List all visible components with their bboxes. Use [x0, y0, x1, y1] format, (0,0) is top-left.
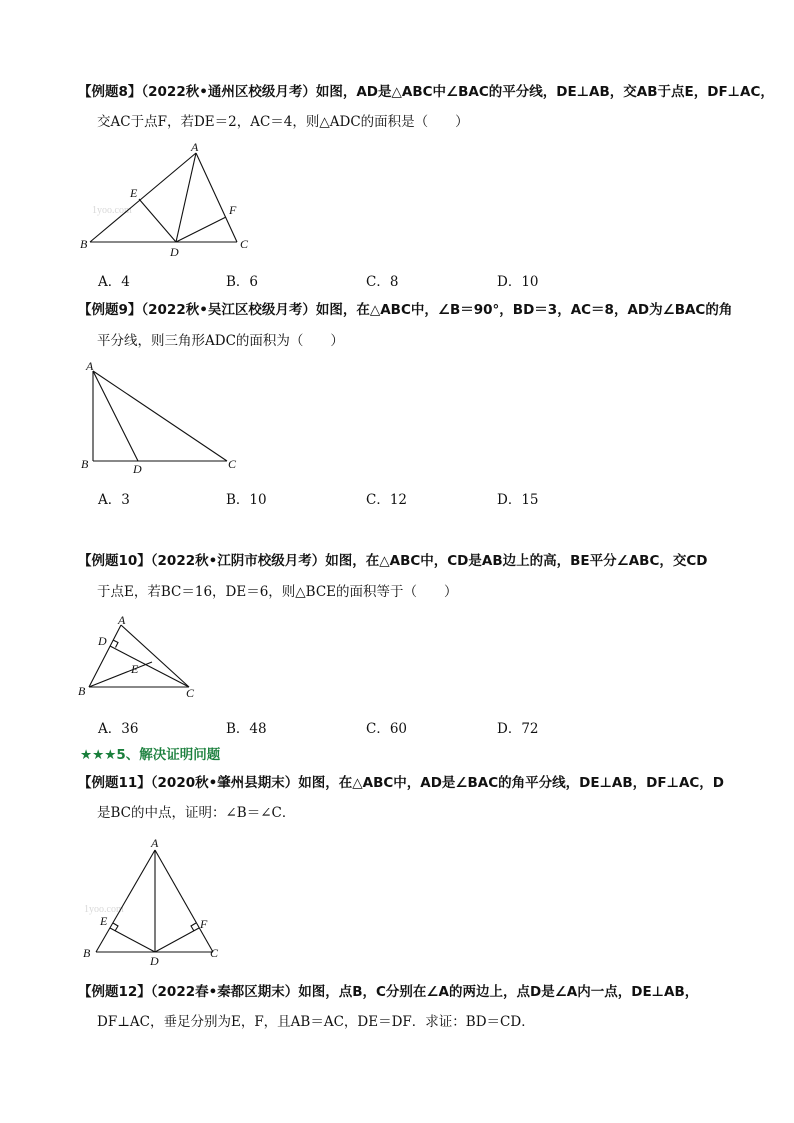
option-c[interactable]: C．8 — [366, 274, 399, 290]
label-B: B — [81, 457, 89, 471]
problem-9-line-2: 平分线，则三角形ADC的面积为（ ） — [97, 333, 344, 349]
option-a[interactable]: A．3 — [98, 492, 130, 508]
problem-8-line-1: 【例题8】（2022秋•通州区校级月考）如图，AD是△ABC中∠BAC的平分线，DE⊥AB，交AB于点E，DF⊥AC， — [78, 84, 774, 100]
problem-11-line-1: 【例题11】（2020秋•肇州县期末）如图，在△ABC中，AD是∠BAC的角平分线，DE⊥AB，DF⊥AC，D — [78, 775, 725, 791]
label-E: E — [130, 186, 138, 200]
label-D: D — [98, 634, 107, 648]
label-E: E — [100, 914, 108, 928]
watermark: 1yoo.com — [84, 904, 124, 915]
option-a[interactable]: A．36 — [98, 721, 139, 737]
label-C: C — [186, 686, 195, 700]
watermark: 1yoo.com — [92, 205, 132, 216]
option-c[interactable]: C．60 — [366, 721, 408, 737]
option-d[interactable]: D．72 — [497, 721, 539, 737]
problem-8-line-2: 交AC于点F，若DE＝2，AC＝4，则△ADC的面积是（ ） — [97, 114, 469, 130]
label-F: F — [200, 917, 208, 931]
label-B: B — [78, 684, 86, 698]
option-a[interactable]: A．4 — [98, 274, 130, 290]
problem-12-line-1: 【例题12】（2022春•秦都区期末）如图，点B，C分别在∠A的两边上，点D是∠A内一点，DE⊥AB， — [78, 984, 699, 1000]
option-c[interactable]: C．12 — [366, 492, 408, 508]
label-F: F — [229, 203, 237, 217]
problem-10-line-2: 于点E，若BC＝16，DE＝6，则△BCE的面积等于（ ） — [97, 584, 458, 600]
label-A: A — [151, 836, 159, 850]
problem-11-line-2: 是BC的中点，证明：∠B＝∠C． — [97, 805, 296, 821]
option-b[interactable]: B．6 — [226, 274, 259, 290]
label-A: A — [118, 613, 126, 627]
label-C: C — [210, 946, 219, 960]
label-E: E — [131, 662, 139, 676]
problem-10-line-1: 【例题10】（2022秋•江阴市校级月考）如图，在△ABC中，CD是AB边上的高，BE平分∠ABC，交CD — [78, 553, 708, 569]
option-b[interactable]: B．48 — [226, 721, 267, 737]
option-b[interactable]: B．10 — [226, 492, 267, 508]
problem-9-line-1: 【例题9】（2022秋•吴江区校级月考）如图，在△ABC中，∠B＝90°，BD＝3，AC＝8，AD为∠BAC的角 — [78, 302, 733, 318]
star-icon: ★★★ — [80, 747, 117, 763]
problem-12-line-2: DF⊥AC，垂足分别为E，F，且AB＝AC，DE＝DF．求证：BD＝CD． — [97, 1014, 535, 1030]
label-D: D — [150, 954, 159, 968]
section-title: 5、解决证明问题 — [116, 747, 221, 763]
option-d[interactable]: D．15 — [497, 492, 539, 508]
label-A: A — [86, 359, 94, 373]
option-d[interactable]: D．10 — [497, 274, 539, 290]
label-D: D — [133, 462, 142, 476]
label-C: C — [240, 237, 249, 251]
label-B: B — [83, 946, 91, 960]
label-D: D — [170, 245, 179, 259]
label-C: C — [228, 457, 237, 471]
label-A: A — [191, 140, 199, 154]
label-B: B — [80, 237, 88, 251]
